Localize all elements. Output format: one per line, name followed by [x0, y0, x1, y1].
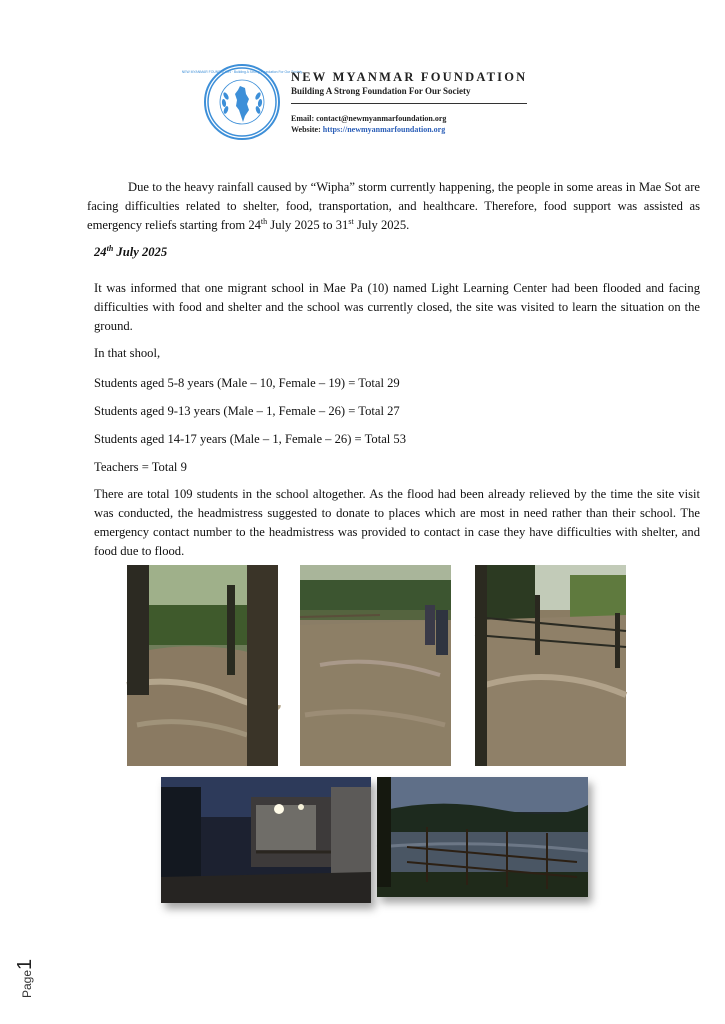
page-word: Page	[20, 969, 34, 998]
informed-paragraph: It was informed that one migrant school in Mae Pa (10) named Light Learning Center had been flooded and facing difficulties with food and shelter and the school was currently closed, the site was visited to learn the situation on the ground.	[94, 281, 700, 333]
page-number-marker	[8, 950, 38, 1000]
photo-school-night	[161, 777, 371, 903]
organization-name: NEW MYANMAR FOUNDATION	[291, 70, 528, 84]
page-digit: 1	[14, 958, 36, 970]
intro-text-2: July 2025 to 31	[267, 218, 349, 232]
logo-ring-text: NEW MYANMAR FOUNDATION · Building A Strong Foundation For Our Society	[181, 70, 303, 74]
photo-flooded-field-dusk	[377, 777, 588, 897]
date-sup: th	[106, 243, 114, 253]
summary-paragraph: There are total 109 students in the school altogether. As the flood had been already relieved by the time the site visit was conducted, the headmistress suggested to donate to places which are most in need rather than their school. The emergency contact number to the headmistress was provided to contact in case they have difficulties with shelter, and food due to flood.	[94, 487, 700, 558]
website-line	[291, 124, 446, 135]
organization-tagline: Building A Strong Foundation For Our Society	[291, 86, 471, 96]
students-14-17-line: Students aged 14-17 years (Male – 1, Female – 26) = Total 53	[94, 432, 407, 446]
email-line	[291, 113, 446, 124]
date-heading	[94, 245, 167, 260]
website-label: Website:	[291, 125, 321, 134]
photo-flooded-fence	[475, 565, 626, 766]
photo-flooded-road	[300, 565, 451, 766]
date-day: 24	[94, 245, 107, 259]
date-rest: July 2025	[113, 245, 168, 259]
students-9-13-line: Students aged 9-13 years (Male – 1, Female – 26) = Total 27	[94, 404, 400, 418]
students-5-8-line: Students aged 5-8 years (Male – 10, Female – 19) = Total 29	[94, 376, 400, 390]
email-label: Email:	[291, 114, 315, 123]
photo-flooded-path	[127, 565, 278, 766]
page-number-rotated	[14, 959, 37, 998]
intro-paragraph	[87, 178, 700, 235]
header-divider	[291, 103, 527, 104]
contact-block	[291, 113, 446, 135]
in-that-school-line: In that shool,	[94, 346, 161, 360]
website-link[interactable]: https://newmyanmarfoundation.org	[322, 125, 446, 134]
intro-text-3: July 2025.	[353, 218, 410, 232]
intro-text-1: Due to the heavy rainfall caused by “Wipha” storm currently happening, the people in some areas in Mae Sot are facing difficulties related to shelter, food, transportation, and healthcare. Therefore, food support was assisted as emergency reliefs starting from 24	[87, 180, 700, 232]
teachers-line: Teachers = Total 9	[94, 460, 187, 474]
intro-sup-1: th	[260, 216, 268, 226]
intro-sup-2: st	[348, 216, 354, 226]
email-address[interactable]: contact@newmyanmarfoundation.org	[316, 114, 447, 123]
